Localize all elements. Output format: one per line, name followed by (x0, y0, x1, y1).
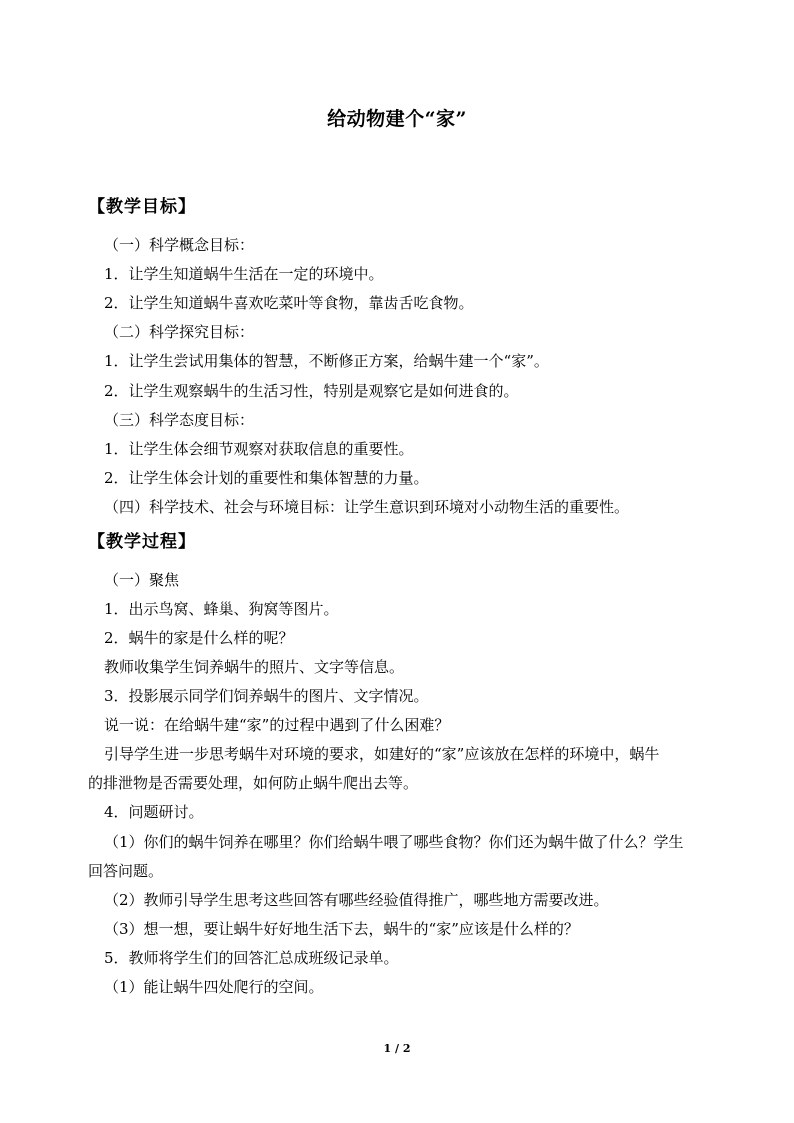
objective-line: （四）科学技术、社会与环境目标：让学生意识到环境对小动物生活的重要性。 (104, 498, 630, 516)
process-line: （1）你们的蜗牛饲养在哪里？你们给蜗牛喂了哪些食物？你们还为蜗牛做了什么？学生 (104, 833, 684, 851)
process-line: 回答问题。 (88, 862, 164, 880)
objective-line: 2．让学生观察蜗牛的生活习性，特别是观察它是如何进食的。 (104, 382, 519, 400)
objective-line: （一）科学概念目标： (104, 236, 255, 254)
objective-line: 2．让学生知道蜗牛喜欢吃菜叶等食物，靠齿舌吃食物。 (104, 294, 474, 312)
process-heading: 【教学过程】 (88, 532, 196, 552)
document-title: 给动物建个“家” (327, 108, 467, 130)
objective-line: 1．让学生知道蜗牛生活在一定的环境中。 (104, 265, 384, 283)
objective-line: 2．让学生体会计划的重要性和集体智慧的力量。 (104, 469, 429, 487)
process-line: 教师收集学生饲养蜗牛的照片、文字等信息。 (104, 658, 405, 676)
process-line: 的排泄物是否需要处理，如何防止蜗牛爬出去等。 (88, 774, 419, 792)
process-line: （2）教师引导学生思考这些回答有哪些经验值得推广，哪些地方需要改进。 (104, 891, 609, 909)
objective-line: （二）科学探究目标： (104, 323, 255, 341)
objectives-heading: 【教学目标】 (88, 197, 196, 217)
process-line: （3）想一想，要让蜗牛好好地生活下去，蜗牛的“家”应该是什么样的？ (104, 920, 579, 938)
process-line: 5．教师将学生们的回答汇总成班级记录单。 (104, 949, 399, 967)
objective-line: 1．让学生体会细节观察对获取信息的重要性。 (104, 440, 414, 458)
process-line: 引导学生进一步思考蜗牛对环境的要求，如建好的“家”应该放在怎样的环境中，蜗牛 (104, 745, 660, 763)
process-line: （1）能让蜗牛四处爬行的空间。 (104, 978, 324, 996)
objective-line: 1．让学生尝试用集体的智慧，不断修正方案，给蜗牛建一个“家”。 (104, 352, 549, 370)
process-line: 2．蜗牛的家是什么样的呢？ (104, 629, 294, 647)
process-line: 3．投影展示同学们饲养蜗牛的图片、文字情况。 (104, 687, 429, 705)
page-number: 1 / 2 (383, 1042, 411, 1055)
process-line: 4．问题研讨。 (104, 803, 204, 821)
process-line: 说一说：在给蜗牛建“家”的过程中遇到了什么困难？ (104, 716, 450, 734)
objective-line: （三）科学态度目标： (104, 411, 255, 429)
process-line: 1．出示鸟窝、蜂巢、狗窝等图片。 (104, 600, 339, 618)
process-line: （一）聚焦 (104, 571, 180, 589)
